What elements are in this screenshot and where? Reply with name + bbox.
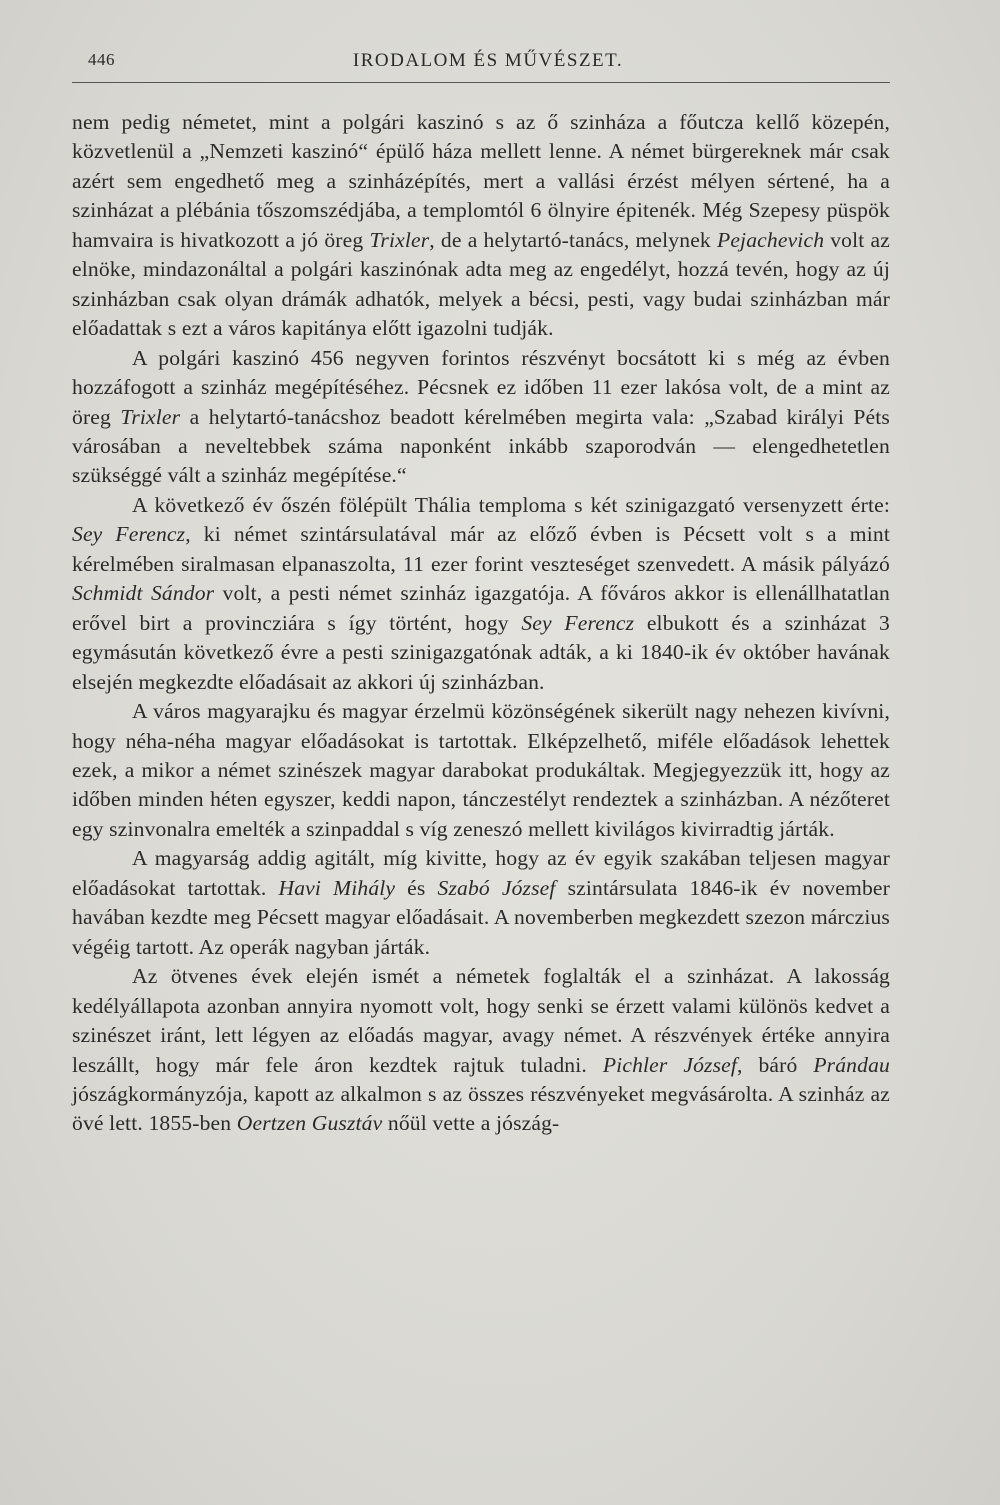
italic-name: Havi Mihály <box>278 875 396 900</box>
text-run: jószágkormányzója, kapott az alkalmon s az összes részvényeket megvásárolta. A szinház az övé lett. 1855-ben <box>72 1081 890 1136</box>
italic-name: Szabó József <box>437 875 556 900</box>
italic-name: Schmidt Sándor <box>72 581 215 606</box>
text-run: és <box>395 875 438 900</box>
text-run: a helytartó-tanácshoz beadott kérelmében megirta vala: „Szabad királyi Péts városában a neveltebbek száma naponként inkább szaporodván — elengedhetetlen szükséggé vált a szinház megépítése.“ <box>72 404 890 488</box>
text-run: A város magyarajku és magyar érzelmü közönségének sikerült nagy nehezen kivívni, hogy néha-néha magyar előadásokat is tartottak. Elképzelhető, miféle előadások lehettek ezek, a mikor a német szinészek magyar darabokat produkáltak. Megjegyezzük itt, hogy az időben minden héten egyszer, keddi napon, tánczestélyt rendeztek a szinházban. A nézőteret egy szinvonalra emelték a szinpaddal s víg zeneszó mellett kivilágos kivirradtig járták. <box>72 699 890 841</box>
text-run: , de a helytartó-tanács, melynek <box>429 227 717 252</box>
italic-name: Pichler József <box>602 1052 738 1077</box>
text-run: , báró <box>737 1052 814 1077</box>
text-run: nőül vette a jószág- <box>382 1111 560 1136</box>
text-run: A következő év őszén fölépült Thália temploma s két szinigazgató versenyzett érte: <box>132 492 890 517</box>
text-run: A polgári kaszinó 456 negyven forintos részvényt bocsátott ki s még az évben hozzáfogott a szinház megépítéséhez. Pécsnek ez időben 11 ezer lakósa volt, de a mint az öreg <box>72 345 890 429</box>
paragraph <box>72 962 890 1139</box>
italic-name: Trixler <box>369 227 430 252</box>
italic-name: Pejachevich <box>716 227 825 252</box>
text-run: volt, a pesti német szinház igazgatója. A főváros akkor is ellenállhatatlan erővel birt a provincziára s így történt, hogy <box>72 581 890 635</box>
text-run: A magyarság addig agitált, míg kivitte, hogy az év egyik szakában teljesen magyar előadásokat tartottak. <box>72 846 890 900</box>
italic-name: Prándau <box>813 1052 890 1077</box>
paragraph <box>72 344 890 491</box>
body-text <box>72 108 890 1139</box>
text-run: szintársulata 1846-ik év november havában kezdte meg Pécsett magyar előadásait. A novemberben megkezdett szezon márczius végéig tartott. Az operák nagyban járták. <box>72 875 890 959</box>
text-run: Az ötvenes évek elején ismét a németek foglalták el a szinházat. A lakosság kedélyállapota azonban annyira nyomott volt, hogy senki se érzett valami különös kedvet a szinészet iránt, lett légyen az előadás magyar, avagy német. A részvények értéke annyira leszállt, hogy már fele áron kezdtek rajtuk tuladni. <box>72 964 890 1077</box>
italic-name: Oertzen Gusztáv <box>236 1111 383 1136</box>
page-header <box>88 50 888 78</box>
italic-name: Sey Ferencz <box>72 522 186 547</box>
text-run: elbukott és a szinházat 3 egymásután következő évre a pesti szinigazgatónak adták, a ki 1840-ik év október havának elsején megkezdte előadásait az akkori új szinházban. <box>72 610 890 694</box>
paragraph <box>72 697 890 844</box>
running-title: IRODALOM ÉS MŰVÉSZET. <box>352 50 624 71</box>
paragraph <box>72 844 890 962</box>
paragraph <box>72 108 890 344</box>
text-run: nem pedig németet, mint a polgári kaszinó s az ő szinháza a főutcza kellő közepén, közvetlenül a „Nemzeti kaszinó“ épülő háza mellett lenne. A német bürgereknek már csak azért sem engedhető meg a szinházépítés, mert a vallási érzést mélyen sértené, ha a szinházat a plébánia tőszomszédjába, a templomtól 6 ölnyire épitenék. Még Szepesy püspök hamvaira is hivatkozott a jó öreg <box>72 110 890 252</box>
page-number: 446 <box>88 50 115 69</box>
italic-name: Trixler <box>120 404 181 429</box>
italic-name: Sey Ferencz <box>521 610 635 635</box>
header-rule <box>72 82 890 83</box>
text-run: , ki német szintársulatával már az előző évben is Pécsett volt s a mint kérelmében siralmasan elpanaszolta, 11 ezer forint veszteséget szenvedett. A másik pályázó <box>72 522 890 576</box>
text-run: volt az elnöke, mindazonáltal a polgári kaszinónak adta meg az engedélyt, hozzá tevén, hogy az új szinházban csak olyan drámák adhatók, melyek a bécsi, pesti, vagy budai szinházban már előadattak s ezt a város kapitánya előtt igazolni tudják. <box>72 227 890 341</box>
paragraph <box>72 491 890 697</box>
